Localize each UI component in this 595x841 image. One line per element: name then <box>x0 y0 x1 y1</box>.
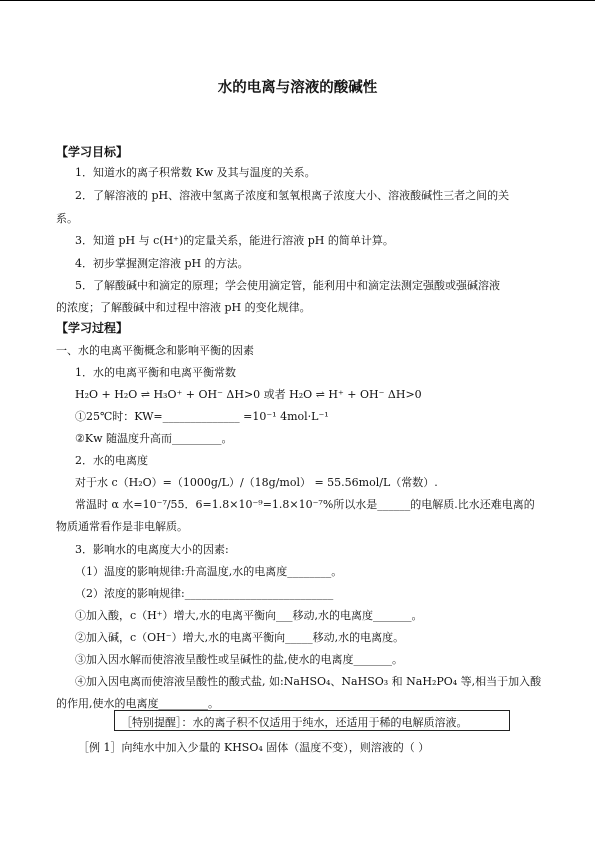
example-question: ［例 1］向纯水中加入少量的 KHSO₄ 固体（温度不变），则溶液的（ ） <box>78 741 430 754</box>
process-line: （2）浓度的影响规律:___________________________ <box>75 587 334 600</box>
process-line: ①25℃时：KW=______________ =10⁻¹ 4mol·L⁻¹ <box>75 410 329 423</box>
process-line: 物质通常看作是非电解质。 <box>56 520 188 533</box>
process-line: ②加入碱，c（OH⁻）增大,水的电离平衡向_____移动,水的电离度。 <box>75 631 405 644</box>
section-heading-goals: 【学习目标】 <box>56 145 129 159</box>
page-title: 水的电离与溶液的酸碱性 <box>217 80 378 96</box>
process-line: 的作用,使水的电离度_________。 <box>56 697 219 710</box>
process-line: ④加入因电离而使溶液呈酸性的酸式盐, 如:NaHSO₄、NaHSO₃ 和 NaH₂PO₄ 等,相当于加入酸 <box>75 675 542 688</box>
process-line: 2．水的电离度 <box>75 454 148 467</box>
goal-item-2: 2．了解溶液的 pH、溶液中氢离子浓度和氢氧根离子浓度大小、溶液酸碱性三者之间的关 <box>75 189 510 202</box>
process-line: 1．水的电离平衡和电离平衡常数 <box>75 366 236 379</box>
top-rule <box>0 0 595 1</box>
process-line: 一、水的电离平衡概念和影响平衡的因素 <box>56 344 254 357</box>
tip-text: ［特别提醒］：水的离子积不仅适用于纯水，还适用于稀的电解质溶液。 <box>121 716 468 729</box>
section-heading-process: 【学习过程】 <box>56 321 129 335</box>
process-line: （1）温度的影响规律:升高温度,水的电离度________。 <box>75 565 343 578</box>
process-line: ①加入酸，c（H⁺）增大,水的电离平衡向___移动,水的电离度_______。 <box>75 609 423 622</box>
goal-item-5: 5．了解酸碱中和滴定的原理；学会使用滴定管，能利用中和滴定法测定强酸或强碱溶液 <box>75 279 500 292</box>
process-line: 常温时 α 水=10⁻⁷/55．6=1.8×10⁻⁹=1.8×10⁻⁷%所以水是______的电解质.比水还难电离的 <box>75 498 535 511</box>
goal-item-2-cont: 系。 <box>56 212 78 225</box>
goal-item-5-cont: 的浓度；了解酸碱中和过程中溶液 pH 的变化规律。 <box>56 301 311 314</box>
goal-item-4: 4．初步掌握测定溶液 pH 的方法。 <box>75 257 249 270</box>
goal-item-3: 3．知道 pH 与 c(H⁺)的定量关系，能进行溶液 pH 的简单计算。 <box>75 234 394 247</box>
process-line: 对于水 c（H₂O）=（1000g/L）/（18g/mol） = 55.56mol/L（常数）. <box>75 476 438 489</box>
tip-box <box>114 710 510 731</box>
process-line: ③加入因水解而使溶液呈酸性或呈碱性的盐,使水的电离度_______。 <box>75 653 403 666</box>
process-line: H₂O + H₂O ⇌ H₃O⁺ + OH⁻ ΔH>0 或者 H₂O ⇌ H⁺ + OH⁻ ΔH>0 <box>75 388 422 401</box>
process-line: 3．影响水的电离度大小的因素: <box>75 543 229 556</box>
process-line: ②Kw 随温度升高而_________。 <box>75 432 233 445</box>
goal-item-1: 1．知道水的离子积常数 Kw 及其与温度的关系。 <box>75 166 316 179</box>
